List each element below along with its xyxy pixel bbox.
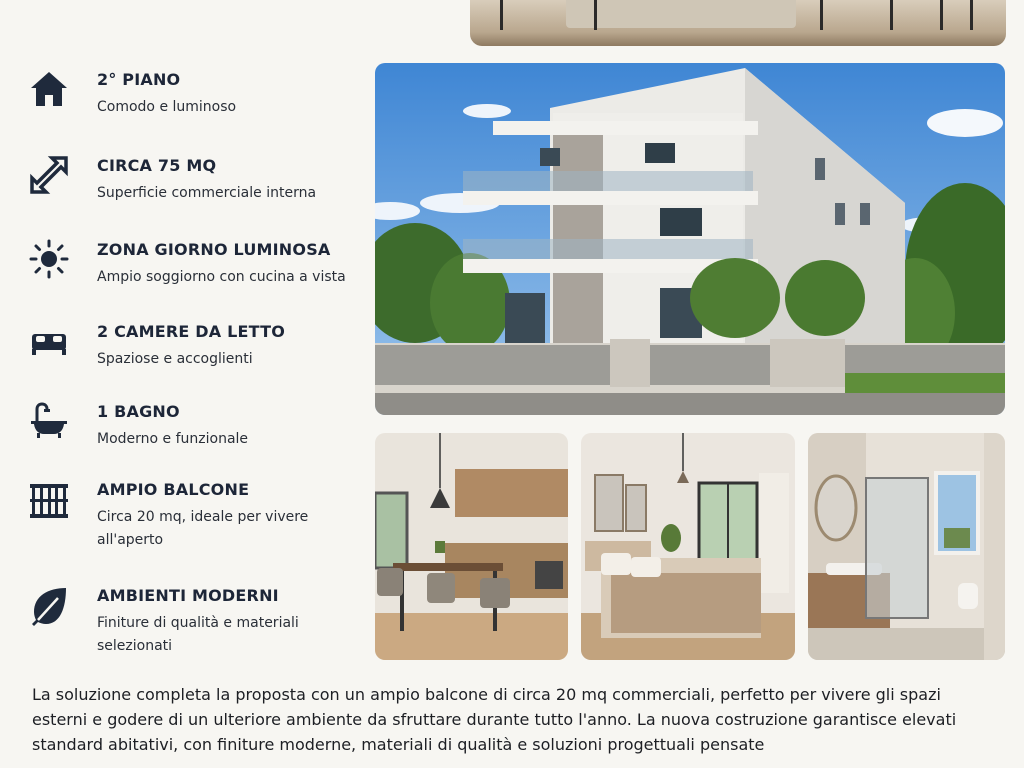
feature-title: 2° PIANO [97,70,181,89]
kitchen-photo [375,433,568,660]
top-interior-photo [470,0,1006,46]
balcony-icon [28,478,70,520]
bathroom-photo [808,433,1005,660]
bed-icon [28,320,70,362]
leaf-icon [28,584,70,626]
feature-desc: Ampio soggiorno con cucina a vista [97,269,346,285]
house-icon [28,68,70,110]
description-paragraph: La soluzione completa la proposta con un ampio balcone di circa 20 mq commerciali, perfetto per vivere gli spazi esterni e godere di un ulteriore ambiente da sfruttare durante tutto l'anno. La nuova costruzione garantisce elevati standard abitativi, con finiture moderne, materiali di qualità e soluzioni progettuali pensate [32,685,957,754]
feature-title: 1 BAGNO [97,402,180,421]
feature-desc: Superficie commerciale interna [97,185,317,201]
feature-title: ZONA GIORNO LUMINOSA [97,240,331,259]
feature-title: AMPIO BALCONE [97,480,250,499]
feature-desc: Circa 20 mq, ideale per vivere all'aperto [97,509,309,548]
feature-desc: Moderno e funzionale [97,431,249,447]
feature-title: CIRCA 75 MQ [97,156,217,175]
feature-title: AMBIENTI MODERNI [97,586,279,605]
feature-desc: Finiture di qualità e materiali selezionati [97,615,299,654]
expand-arrows-icon [28,154,70,196]
feature-desc: Comodo e luminoso [97,99,237,115]
feature-title: 2 CAMERE DA LETTO [97,322,286,341]
sun-icon [28,238,70,280]
building-exterior-photo [375,63,1005,415]
bathtub-icon [28,400,70,442]
bedroom-photo [581,433,795,660]
feature-desc: Spaziose e accoglienti [97,351,253,367]
